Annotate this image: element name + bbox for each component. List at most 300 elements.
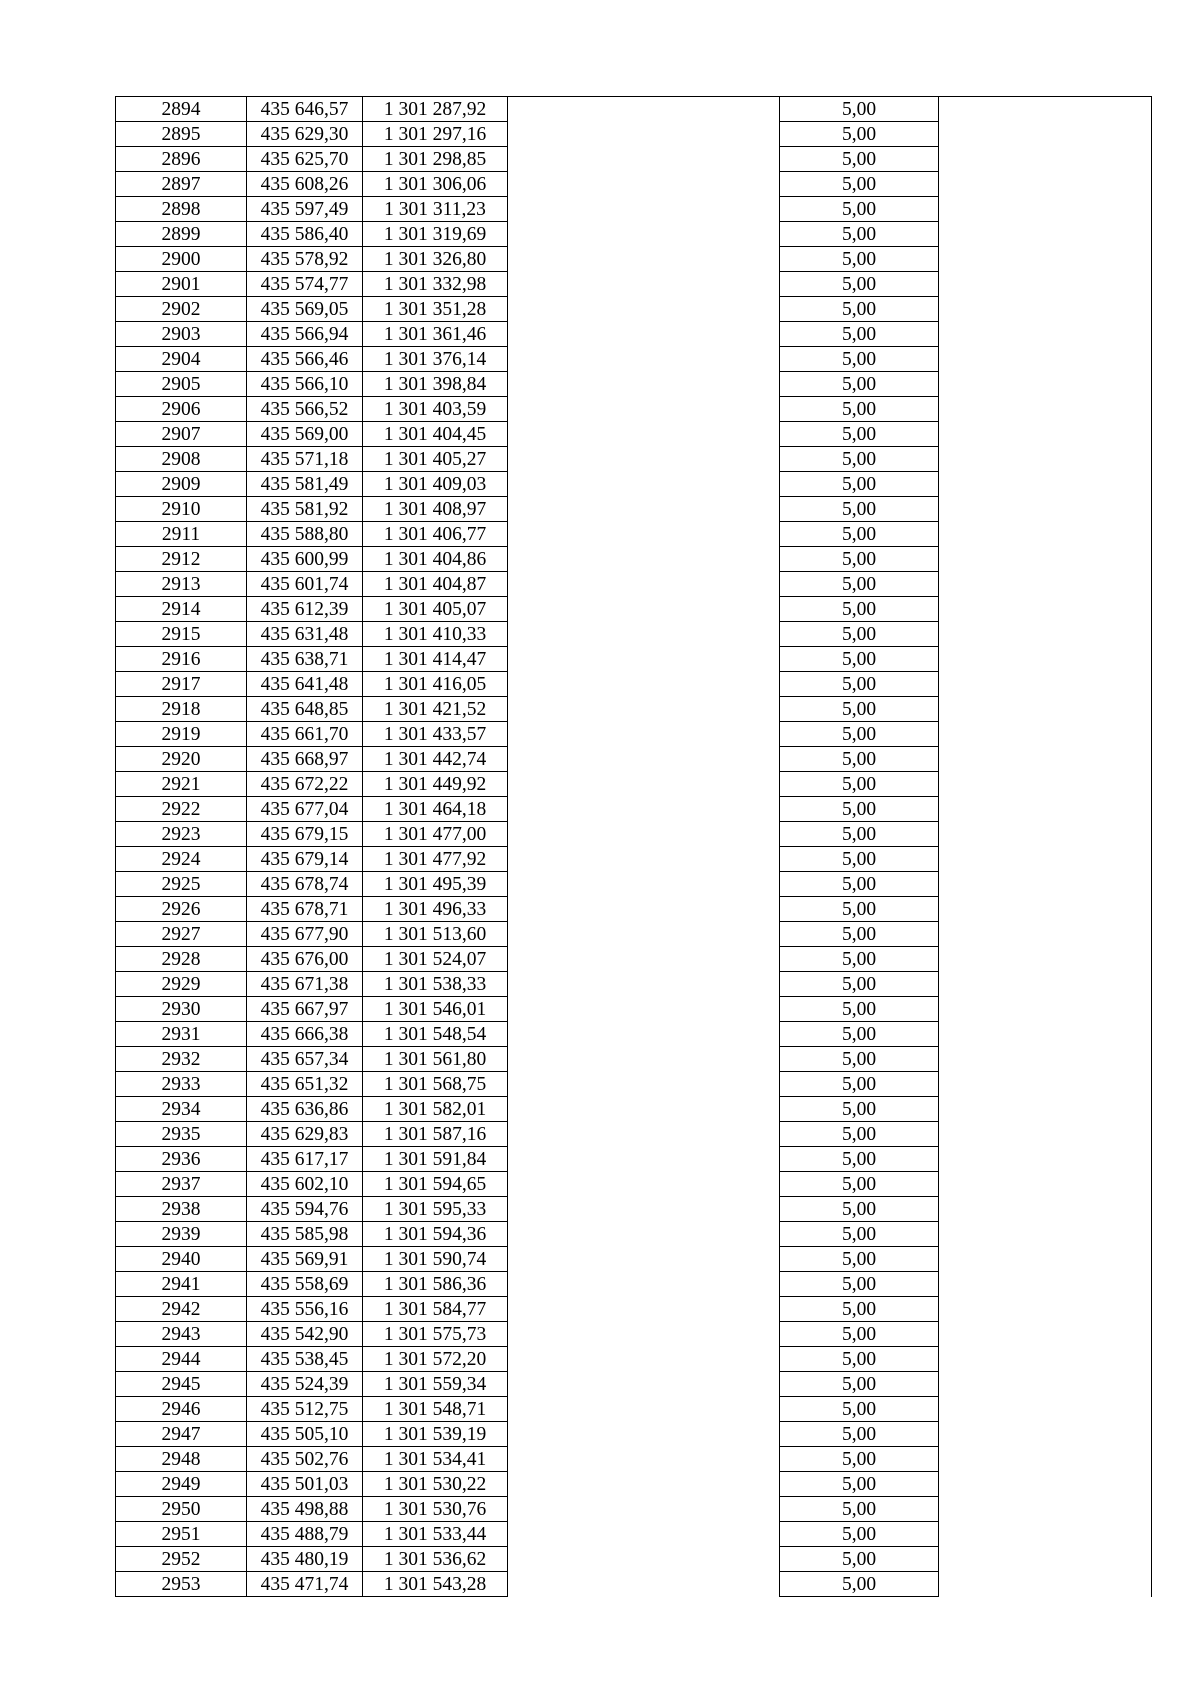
table-row: [116, 897, 1152, 922]
x-coordinate-cell: 435 625,70: [247, 147, 363, 172]
y-coordinate-cell: 1 301 530,22: [363, 1472, 508, 1497]
x-coordinate-cell: 435 600,99: [247, 547, 363, 572]
distance-cell: 5,00: [780, 347, 939, 372]
x-coordinate-cell: 435 617,17: [247, 1147, 363, 1172]
table-row: [116, 472, 1152, 497]
y-coordinate-cell: 1 301 409,03: [363, 472, 508, 497]
point-number-cell: 2909: [116, 472, 247, 497]
distance-cell: 5,00: [780, 522, 939, 547]
table-row: [116, 1397, 1152, 1422]
blank-cell-right: [939, 772, 1152, 797]
blank-cell: [508, 97, 780, 122]
blank-cell-right: [939, 522, 1152, 547]
distance-cell: 5,00: [780, 997, 939, 1022]
table-row: [116, 1147, 1152, 1172]
table-row: [116, 1122, 1152, 1147]
x-coordinate-cell: 435 566,52: [247, 397, 363, 422]
table-row: [116, 447, 1152, 472]
distance-cell: 5,00: [780, 172, 939, 197]
blank-cell: [508, 1097, 780, 1122]
table-row: [116, 1372, 1152, 1397]
y-coordinate-cell: 1 301 319,69: [363, 222, 508, 247]
y-coordinate-cell: 1 301 536,62: [363, 1547, 508, 1572]
table-row: [116, 622, 1152, 647]
y-coordinate-cell: 1 301 543,28: [363, 1572, 508, 1597]
x-coordinate-cell: 435 498,88: [247, 1497, 363, 1522]
table-row: [116, 172, 1152, 197]
blank-cell: [508, 247, 780, 272]
x-coordinate-cell: 435 636,86: [247, 1097, 363, 1122]
table-row: [116, 1197, 1152, 1222]
blank-cell-right: [939, 1122, 1152, 1147]
x-coordinate-cell: 435 676,00: [247, 947, 363, 972]
blank-cell: [508, 572, 780, 597]
y-coordinate-cell: 1 301 582,01: [363, 1097, 508, 1122]
point-number-cell: 2906: [116, 397, 247, 422]
x-coordinate-cell: 435 488,79: [247, 1522, 363, 1547]
blank-cell-right: [939, 497, 1152, 522]
point-number-cell: 2943: [116, 1322, 247, 1347]
table-row: [116, 1322, 1152, 1347]
distance-cell: 5,00: [780, 1547, 939, 1572]
point-number-cell: 2938: [116, 1197, 247, 1222]
blank-cell: [508, 772, 780, 797]
point-number-cell: 2900: [116, 247, 247, 272]
table-row: [116, 747, 1152, 772]
table-row: [116, 922, 1152, 947]
blank-cell: [508, 197, 780, 222]
table-row: [116, 1022, 1152, 1047]
blank-cell-right: [939, 1272, 1152, 1297]
distance-cell: 5,00: [780, 822, 939, 847]
y-coordinate-cell: 1 301 595,33: [363, 1197, 508, 1222]
table-row: [116, 222, 1152, 247]
blank-cell-right: [939, 322, 1152, 347]
y-coordinate-cell: 1 301 590,74: [363, 1247, 508, 1272]
table-row: [116, 722, 1152, 747]
distance-cell: 5,00: [780, 947, 939, 972]
x-coordinate-cell: 435 648,85: [247, 697, 363, 722]
point-number-cell: 2951: [116, 1522, 247, 1547]
blank-cell: [508, 1272, 780, 1297]
distance-cell: 5,00: [780, 447, 939, 472]
y-coordinate-cell: 1 301 287,92: [363, 97, 508, 122]
y-coordinate-cell: 1 301 332,98: [363, 272, 508, 297]
blank-cell: [508, 1072, 780, 1097]
y-coordinate-cell: 1 301 572,20: [363, 1347, 508, 1372]
y-coordinate-cell: 1 301 361,46: [363, 322, 508, 347]
x-coordinate-cell: 435 556,16: [247, 1297, 363, 1322]
table-row: [116, 572, 1152, 597]
blank-cell: [508, 697, 780, 722]
blank-cell-right: [939, 1097, 1152, 1122]
blank-cell-right: [939, 922, 1152, 947]
table-row: [116, 97, 1152, 122]
blank-cell: [508, 1172, 780, 1197]
table-row: [116, 972, 1152, 997]
point-number-cell: 2902: [116, 297, 247, 322]
distance-cell: 5,00: [780, 1172, 939, 1197]
blank-cell-right: [939, 547, 1152, 572]
table-row: [116, 1272, 1152, 1297]
x-coordinate-cell: 435 657,34: [247, 1047, 363, 1072]
distance-cell: 5,00: [780, 647, 939, 672]
blank-cell: [508, 747, 780, 772]
point-number-cell: 2895: [116, 122, 247, 147]
y-coordinate-cell: 1 301 421,52: [363, 697, 508, 722]
point-number-cell: 2927: [116, 922, 247, 947]
distance-cell: 5,00: [780, 1197, 939, 1222]
x-coordinate-cell: 435 574,77: [247, 272, 363, 297]
blank-cell: [508, 1297, 780, 1322]
x-coordinate-cell: 435 661,70: [247, 722, 363, 747]
table-row: [116, 1547, 1152, 1572]
distance-cell: 5,00: [780, 1047, 939, 1072]
blank-cell-right: [939, 1547, 1152, 1572]
table-row: [116, 422, 1152, 447]
blank-cell-right: [939, 197, 1152, 222]
point-number-cell: 2917: [116, 672, 247, 697]
blank-cell: [508, 1422, 780, 1447]
point-number-cell: 2953: [116, 1572, 247, 1597]
point-number-cell: 2935: [116, 1122, 247, 1147]
y-coordinate-cell: 1 301 376,14: [363, 347, 508, 372]
blank-cell-right: [939, 1072, 1152, 1097]
blank-cell-right: [939, 222, 1152, 247]
y-coordinate-cell: 1 301 533,44: [363, 1522, 508, 1547]
table-row: [116, 1297, 1152, 1322]
x-coordinate-cell: 435 524,39: [247, 1372, 363, 1397]
x-coordinate-cell: 435 672,22: [247, 772, 363, 797]
x-coordinate-cell: 435 597,49: [247, 197, 363, 222]
blank-cell: [508, 1047, 780, 1072]
point-number-cell: 2949: [116, 1472, 247, 1497]
distance-cell: 5,00: [780, 422, 939, 447]
blank-cell-right: [939, 647, 1152, 672]
y-coordinate-cell: 1 301 449,92: [363, 772, 508, 797]
distance-cell: 5,00: [780, 497, 939, 522]
distance-cell: 5,00: [780, 747, 939, 772]
y-coordinate-cell: 1 301 408,97: [363, 497, 508, 522]
point-number-cell: 2937: [116, 1172, 247, 1197]
blank-cell: [508, 222, 780, 247]
blank-cell-right: [939, 722, 1152, 747]
blank-cell: [508, 797, 780, 822]
blank-cell: [508, 1547, 780, 1572]
y-coordinate-cell: 1 301 568,75: [363, 1072, 508, 1097]
x-coordinate-cell: 435 668,97: [247, 747, 363, 772]
point-number-cell: 2928: [116, 947, 247, 972]
point-number-cell: 2913: [116, 572, 247, 597]
blank-cell-right: [939, 1572, 1152, 1597]
blank-cell: [508, 322, 780, 347]
x-coordinate-cell: 435 646,57: [247, 97, 363, 122]
y-coordinate-cell: 1 301 538,33: [363, 972, 508, 997]
table-row: [116, 397, 1152, 422]
blank-cell: [508, 822, 780, 847]
y-coordinate-cell: 1 301 398,84: [363, 372, 508, 397]
distance-cell: 5,00: [780, 1247, 939, 1272]
y-coordinate-cell: 1 301 477,00: [363, 822, 508, 847]
y-coordinate-cell: 1 301 326,80: [363, 247, 508, 272]
point-number-cell: 2919: [116, 722, 247, 747]
table-row: [116, 672, 1152, 697]
y-coordinate-cell: 1 301 534,41: [363, 1447, 508, 1472]
point-number-cell: 2926: [116, 897, 247, 922]
point-number-cell: 2932: [116, 1047, 247, 1072]
point-number-cell: 2946: [116, 1397, 247, 1422]
point-number-cell: 2894: [116, 97, 247, 122]
y-coordinate-cell: 1 301 575,73: [363, 1322, 508, 1347]
blank-cell-right: [939, 122, 1152, 147]
blank-cell: [508, 872, 780, 897]
y-coordinate-cell: 1 301 410,33: [363, 622, 508, 647]
distance-cell: 5,00: [780, 597, 939, 622]
y-coordinate-cell: 1 301 548,71: [363, 1397, 508, 1422]
x-coordinate-cell: 435 667,97: [247, 997, 363, 1022]
x-coordinate-cell: 435 678,74: [247, 872, 363, 897]
table-row: [116, 272, 1152, 297]
blank-cell: [508, 1447, 780, 1472]
blank-cell: [508, 1397, 780, 1422]
distance-cell: 5,00: [780, 1472, 939, 1497]
blank-cell-right: [939, 472, 1152, 497]
blank-cell: [508, 297, 780, 322]
blank-cell: [508, 947, 780, 972]
distance-cell: 5,00: [780, 1297, 939, 1322]
table-row: [116, 872, 1152, 897]
table-row: [116, 997, 1152, 1022]
point-number-cell: 2952: [116, 1547, 247, 1572]
x-coordinate-cell: 435 601,74: [247, 572, 363, 597]
table-row: [116, 1072, 1152, 1097]
table-row: [116, 1047, 1152, 1072]
point-number-cell: 2914: [116, 597, 247, 622]
y-coordinate-cell: 1 301 297,16: [363, 122, 508, 147]
point-number-cell: 2901: [116, 272, 247, 297]
y-coordinate-cell: 1 301 496,33: [363, 897, 508, 922]
distance-cell: 5,00: [780, 197, 939, 222]
blank-cell-right: [939, 847, 1152, 872]
y-coordinate-cell: 1 301 594,65: [363, 1172, 508, 1197]
point-number-cell: 2896: [116, 147, 247, 172]
distance-cell: 5,00: [780, 1372, 939, 1397]
point-number-cell: 2934: [116, 1097, 247, 1122]
blank-cell: [508, 347, 780, 372]
blank-cell: [508, 1022, 780, 1047]
blank-cell-right: [939, 1372, 1152, 1397]
blank-cell: [508, 1147, 780, 1172]
y-coordinate-cell: 1 301 405,27: [363, 447, 508, 472]
x-coordinate-cell: 435 581,92: [247, 497, 363, 522]
blank-cell-right: [939, 97, 1152, 122]
table-row: [116, 197, 1152, 222]
blank-cell-right: [939, 397, 1152, 422]
blank-cell-right: [939, 697, 1152, 722]
blank-cell: [508, 397, 780, 422]
distance-cell: 5,00: [780, 1522, 939, 1547]
table-row: [116, 797, 1152, 822]
distance-cell: 5,00: [780, 972, 939, 997]
y-coordinate-cell: 1 301 539,19: [363, 1422, 508, 1447]
distance-cell: 5,00: [780, 622, 939, 647]
y-coordinate-cell: 1 301 584,77: [363, 1297, 508, 1322]
distance-cell: 5,00: [780, 147, 939, 172]
point-number-cell: 2930: [116, 997, 247, 1022]
blank-cell: [508, 447, 780, 472]
x-coordinate-cell: 435 502,76: [247, 1447, 363, 1472]
table-row: [116, 147, 1152, 172]
table-row: [116, 1172, 1152, 1197]
point-number-cell: 2931: [116, 1022, 247, 1047]
distance-cell: 5,00: [780, 872, 939, 897]
blank-cell-right: [939, 297, 1152, 322]
x-coordinate-cell: 435 638,71: [247, 647, 363, 672]
x-coordinate-cell: 435 480,19: [247, 1547, 363, 1572]
y-coordinate-cell: 1 301 298,85: [363, 147, 508, 172]
blank-cell-right: [939, 247, 1152, 272]
table-row: [116, 1522, 1152, 1547]
distance-cell: 5,00: [780, 1572, 939, 1597]
point-number-cell: 2920: [116, 747, 247, 772]
blank-cell: [508, 997, 780, 1022]
x-coordinate-cell: 435 505,10: [247, 1422, 363, 1447]
table-row: [116, 122, 1152, 147]
blank-cell-right: [939, 597, 1152, 622]
table-row: [116, 1222, 1152, 1247]
blank-cell: [508, 1572, 780, 1597]
y-coordinate-cell: 1 301 591,84: [363, 1147, 508, 1172]
distance-cell: 5,00: [780, 397, 939, 422]
table-row: [116, 297, 1152, 322]
y-coordinate-cell: 1 301 594,36: [363, 1222, 508, 1247]
distance-cell: 5,00: [780, 1122, 939, 1147]
y-coordinate-cell: 1 301 351,28: [363, 297, 508, 322]
y-coordinate-cell: 1 301 311,23: [363, 197, 508, 222]
blank-cell-right: [939, 997, 1152, 1022]
distance-cell: 5,00: [780, 1097, 939, 1122]
distance-cell: 5,00: [780, 672, 939, 697]
x-coordinate-cell: 435 641,48: [247, 672, 363, 697]
point-number-cell: 2940: [116, 1247, 247, 1272]
distance-cell: 5,00: [780, 1497, 939, 1522]
y-coordinate-cell: 1 301 561,80: [363, 1047, 508, 1072]
x-coordinate-cell: 435 588,80: [247, 522, 363, 547]
y-coordinate-cell: 1 301 495,39: [363, 872, 508, 897]
table-row: [116, 1422, 1152, 1447]
x-coordinate-cell: 435 585,98: [247, 1222, 363, 1247]
y-coordinate-cell: 1 301 524,07: [363, 947, 508, 972]
distance-cell: 5,00: [780, 1347, 939, 1372]
blank-cell-right: [939, 1447, 1152, 1472]
blank-cell: [508, 1472, 780, 1497]
blank-cell: [508, 147, 780, 172]
point-number-cell: 2912: [116, 547, 247, 572]
distance-cell: 5,00: [780, 572, 939, 597]
table-row: [116, 1247, 1152, 1272]
distance-cell: 5,00: [780, 797, 939, 822]
blank-cell-right: [939, 447, 1152, 472]
x-coordinate-cell: 435 558,69: [247, 1272, 363, 1297]
x-coordinate-cell: 435 612,39: [247, 597, 363, 622]
point-number-cell: 2947: [116, 1422, 247, 1447]
blank-cell-right: [939, 347, 1152, 372]
point-number-cell: 2916: [116, 647, 247, 672]
y-coordinate-cell: 1 301 406,77: [363, 522, 508, 547]
y-coordinate-cell: 1 301 477,92: [363, 847, 508, 872]
y-coordinate-cell: 1 301 559,34: [363, 1372, 508, 1397]
blank-cell: [508, 972, 780, 997]
blank-cell-right: [939, 1497, 1152, 1522]
distance-cell: 5,00: [780, 1447, 939, 1472]
distance-cell: 5,00: [780, 322, 939, 347]
table-row: [116, 1497, 1152, 1522]
blank-cell: [508, 272, 780, 297]
blank-cell-right: [939, 1322, 1152, 1347]
y-coordinate-cell: 1 301 405,07: [363, 597, 508, 622]
blank-cell-right: [939, 1297, 1152, 1322]
x-coordinate-cell: 435 677,04: [247, 797, 363, 822]
distance-cell: 5,00: [780, 922, 939, 947]
x-coordinate-cell: 435 569,00: [247, 422, 363, 447]
point-number-cell: 2941: [116, 1272, 247, 1297]
blank-cell: [508, 647, 780, 672]
blank-cell: [508, 522, 780, 547]
x-coordinate-cell: 435 578,92: [247, 247, 363, 272]
distance-cell: 5,00: [780, 1322, 939, 1347]
table-row: [116, 1472, 1152, 1497]
blank-cell-right: [939, 422, 1152, 447]
blank-cell: [508, 597, 780, 622]
distance-cell: 5,00: [780, 122, 939, 147]
distance-cell: 5,00: [780, 97, 939, 122]
blank-cell-right: [939, 172, 1152, 197]
distance-cell: 5,00: [780, 547, 939, 572]
blank-cell: [508, 372, 780, 397]
blank-cell-right: [939, 1172, 1152, 1197]
blank-cell-right: [939, 797, 1152, 822]
y-coordinate-cell: 1 301 546,01: [363, 997, 508, 1022]
point-number-cell: 2898: [116, 197, 247, 222]
table-row: [116, 522, 1152, 547]
blank-cell: [508, 422, 780, 447]
distance-cell: 5,00: [780, 372, 939, 397]
blank-cell: [508, 922, 780, 947]
x-coordinate-cell: 435 678,71: [247, 897, 363, 922]
blank-cell-right: [939, 572, 1152, 597]
distance-cell: 5,00: [780, 697, 939, 722]
x-coordinate-cell: 435 542,90: [247, 1322, 363, 1347]
blank-cell-right: [939, 1197, 1152, 1222]
point-number-cell: 2922: [116, 797, 247, 822]
blank-cell-right: [939, 1522, 1152, 1547]
blank-cell-right: [939, 747, 1152, 772]
blank-cell-right: [939, 1047, 1152, 1072]
point-number-cell: 2950: [116, 1497, 247, 1522]
blank-cell: [508, 1122, 780, 1147]
point-number-cell: 2925: [116, 872, 247, 897]
distance-cell: 5,00: [780, 247, 939, 272]
distance-cell: 5,00: [780, 897, 939, 922]
point-number-cell: 2903: [116, 322, 247, 347]
distance-cell: 5,00: [780, 1072, 939, 1097]
x-coordinate-cell: 435 571,18: [247, 447, 363, 472]
blank-cell: [508, 497, 780, 522]
blank-cell-right: [939, 1422, 1152, 1447]
blank-cell-right: [939, 1022, 1152, 1047]
table-row: [116, 1572, 1152, 1597]
blank-cell-right: [939, 972, 1152, 997]
